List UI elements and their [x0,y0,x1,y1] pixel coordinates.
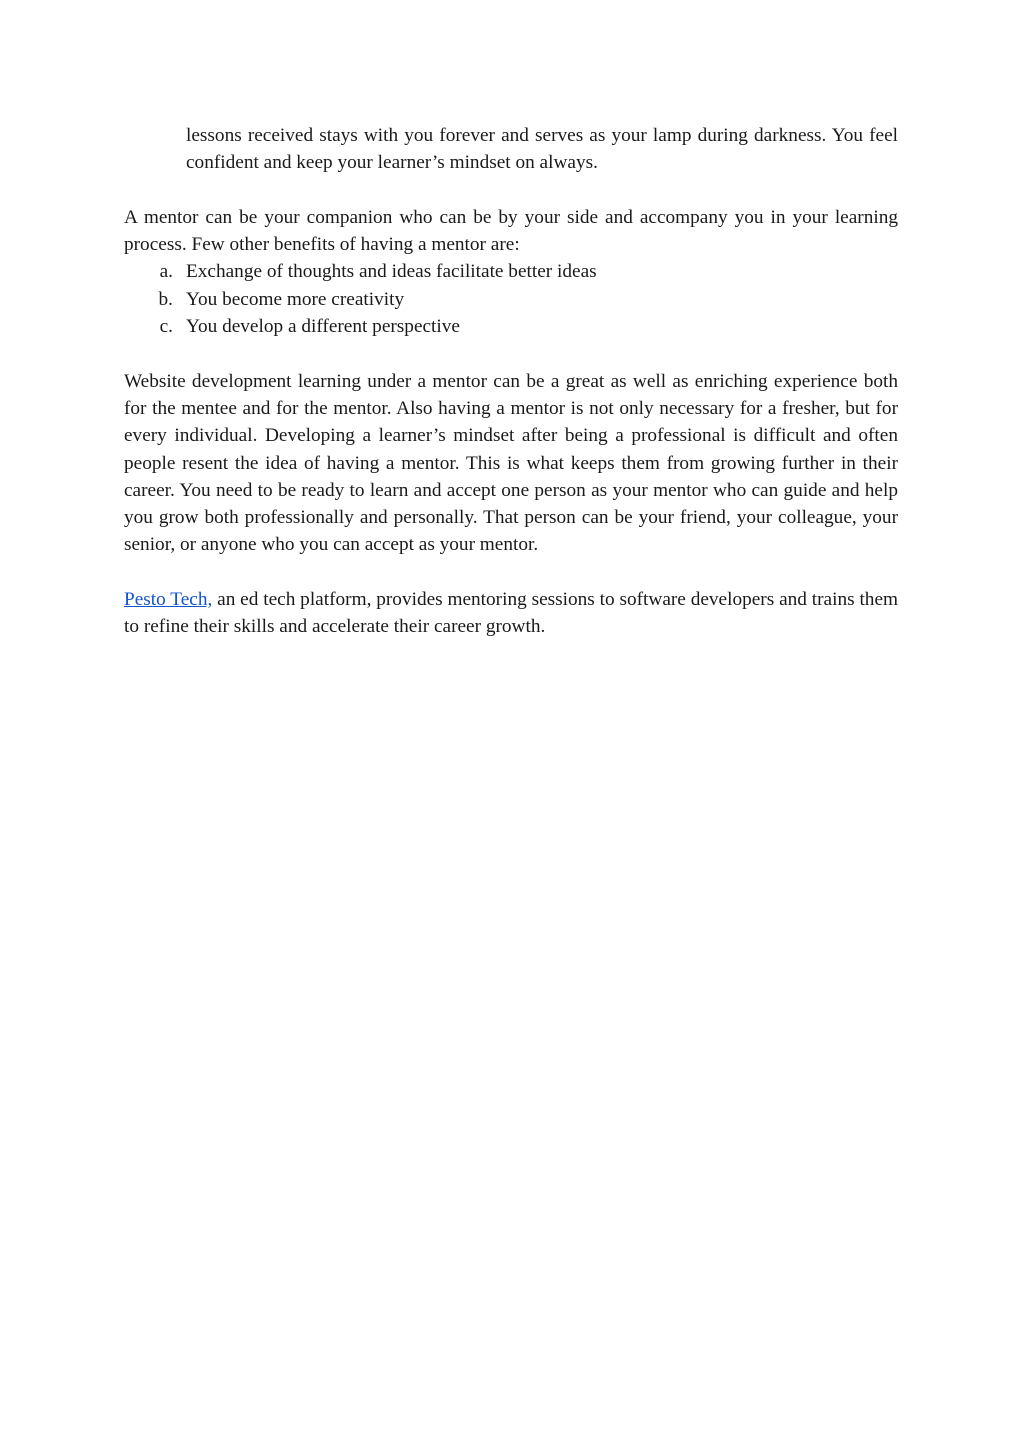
closing-text: an ed tech platform, provides mentoring sessions to software developers and trains them to refine their skills and accelerate their career growth. [124,589,898,638]
continued-list-paragraph: lessons received stays with you forever and serves as your lamp during darkness. You feel confident and keep your learner’s mindset on always. [186,125,898,174]
benefits-list [124,258,898,340]
list-marker: a. [159,261,173,283]
list-item-text: You develop a different perspective [186,316,460,338]
development-paragraph: Website development learning under a mentor can be a great as well as enriching experience both for the mentee and for the mentor. Also having a mentor is not only necessary for a fresher, but for every individual. Developing a learner’s mindset after being a professional is difficult and often people resent the idea of having a mentor. This is what keeps them from growing further in their career. You need to be ready to learn and accept one person as your mentor who can guide and help you grow both professionally and personally. That person can be your friend, your colleague, your senior, or anyone who you can accept as your mentor. [124,370,898,556]
paragraph-gap [124,340,898,367]
list-item [124,313,898,340]
paragraph-gap [124,177,898,204]
document-page [124,122,898,641]
list-item-text: You become more creativity [186,288,405,310]
list-marker: c. [159,316,173,338]
list-marker: b. [158,288,173,310]
closing-paragraph [124,586,898,641]
paragraph-gap [124,559,898,586]
list-item-text: Exchange of thoughts and ideas facilitate better ideas [186,261,597,283]
list-item [124,286,898,313]
pesto-tech-link[interactable]: Pesto Tech, [124,589,213,611]
list-item [124,258,898,285]
mentor-intro-paragraph: A mentor can be your companion who can be by your side and accompany you in your learning process. Few other benefits of having a mentor are: [124,206,898,256]
